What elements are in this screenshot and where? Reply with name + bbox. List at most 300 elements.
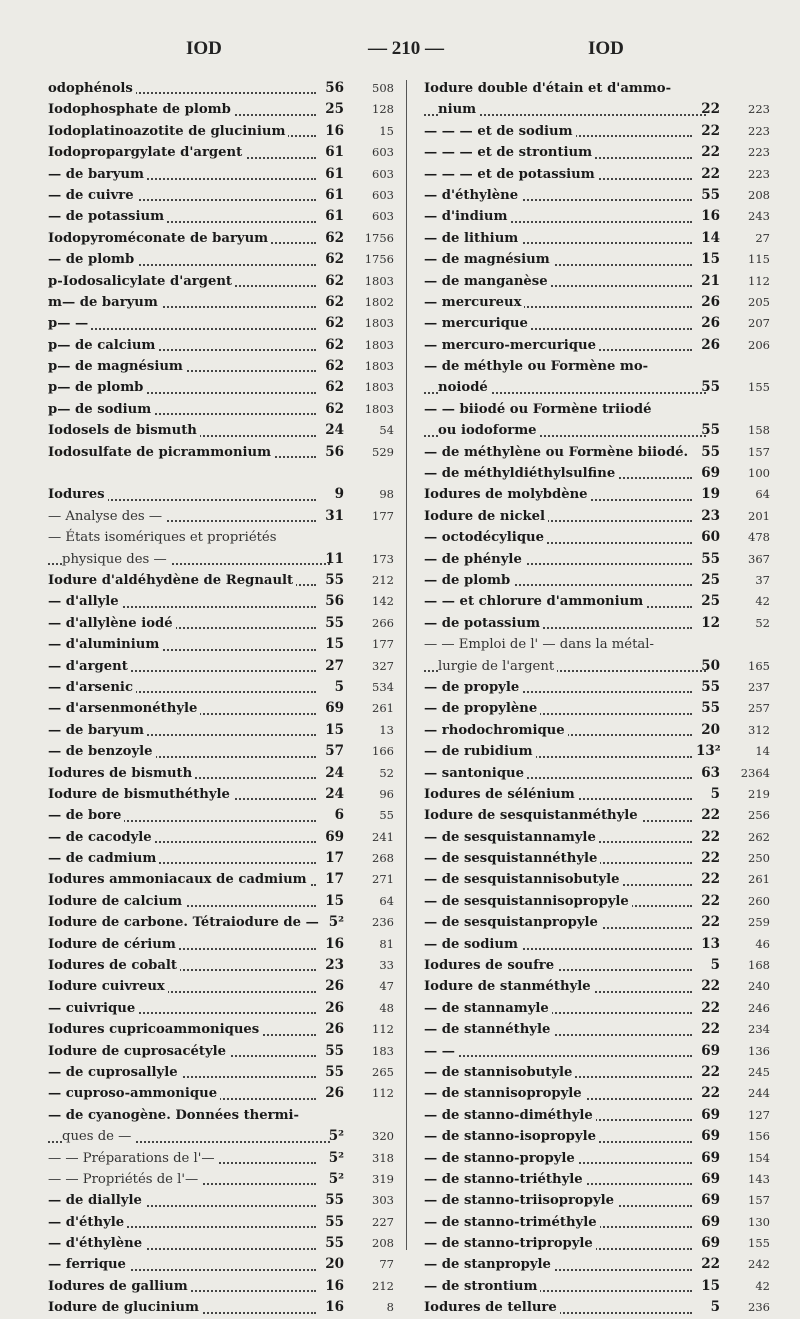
entry-volume: 61 [325, 208, 344, 225]
entry-text [48, 805, 316, 826]
entry-page: 236 [372, 915, 394, 930]
index-entry [424, 613, 770, 634]
entry-volume: 55 [325, 1213, 344, 1230]
entry-volume: 69 [701, 1128, 720, 1145]
entry-text [424, 1254, 692, 1275]
index-entry [424, 1105, 770, 1126]
index-entry [424, 698, 770, 719]
entry-text [424, 934, 692, 955]
entry-label: p— — [48, 316, 91, 331]
entry-text [48, 377, 316, 398]
entry-label: Iodure d'aldéhydène de Regnault [48, 573, 296, 588]
entry-page: 534 [372, 679, 394, 694]
index-entry [424, 377, 770, 398]
entry-volume: 25 [701, 571, 720, 588]
entry-volume: 13 [701, 935, 720, 952]
index-entry [48, 934, 394, 955]
entry-page: 14 [755, 744, 770, 759]
entry-text [48, 1297, 316, 1318]
entry-text [424, 484, 692, 505]
entry-volume: 56 [325, 443, 344, 460]
index-entry [424, 506, 770, 527]
entry-volume: 26 [325, 978, 344, 995]
index-entry [48, 549, 394, 570]
entry-page: 1756 [364, 230, 394, 245]
entry-label: — de cuivre [48, 188, 137, 203]
entry-volume: 22 [701, 850, 720, 867]
entry-label: — de stanno-triéthyle [424, 1172, 586, 1187]
entry-label: — de lithium [424, 231, 521, 246]
index-entry [48, 356, 394, 377]
index-entry [424, 527, 770, 548]
entry-page: 100 [748, 466, 770, 481]
index-entry [424, 976, 770, 997]
entry-label: — santonique [424, 766, 527, 781]
index-entry [48, 805, 394, 826]
entry-volume: 13² [696, 743, 721, 760]
entry-label: Iodure de cérium [48, 937, 179, 952]
entry-volume: 55 [701, 422, 720, 439]
index-entry [48, 1019, 394, 1040]
entry-page: 205 [748, 294, 770, 309]
index-entry [48, 1254, 394, 1275]
entry-text [424, 1190, 692, 1211]
entry-text [424, 1126, 692, 1147]
index-entry [424, 998, 770, 1019]
entry-text [424, 121, 692, 142]
entry-text [424, 912, 692, 933]
entry-volume: 25 [701, 593, 720, 610]
entry-label: Iodopropargylate d'argent [48, 145, 245, 160]
entry-text [48, 206, 316, 227]
entry-page: 33 [379, 958, 394, 973]
entry-page: 208 [748, 187, 770, 202]
entry-text [48, 1212, 316, 1233]
index-entry [424, 1212, 770, 1233]
entry-text [424, 570, 692, 591]
entry-page: 318 [372, 1150, 394, 1165]
entry-volume: 69 [701, 465, 720, 482]
entry-page: 47 [379, 979, 394, 994]
entry-page: 212 [372, 572, 394, 587]
index-entry [424, 848, 770, 869]
entry-text [48, 142, 316, 163]
entry-label: — de stannisopropyle [424, 1086, 585, 1101]
running-head-right: IOD [588, 38, 624, 59]
entry-text [48, 1190, 316, 1211]
entry-volume: 26 [701, 315, 720, 332]
entry-volume: 23 [701, 507, 720, 524]
entry-label: Iodures de soufre [424, 958, 557, 973]
index-entry [48, 142, 394, 163]
entry-text [424, 1212, 692, 1233]
entry-page: 265 [372, 1064, 394, 1079]
index-entry [48, 976, 394, 997]
entry-label: — de benzoyle [48, 744, 156, 759]
index-entry [424, 185, 770, 206]
index-entry [48, 420, 394, 441]
index-entry [48, 1083, 394, 1104]
index-entry [48, 228, 394, 249]
entry-text [424, 99, 706, 120]
index-entry [48, 784, 394, 805]
index-entry [48, 377, 394, 398]
entry-volume: 22 [701, 999, 720, 1016]
entry-label: — — Préparations de l'— [48, 1151, 218, 1166]
entry-label: p— de calcium [48, 338, 158, 353]
entry-text [424, 1041, 692, 1062]
index-entry [424, 121, 770, 142]
entry-text [424, 399, 724, 420]
entry-label: — de propylène [424, 701, 540, 716]
entry-label: — de propyle [424, 680, 522, 695]
entry-page: 271 [372, 872, 394, 887]
entry-page: 42 [755, 1278, 770, 1293]
entry-page: 478 [748, 530, 770, 545]
entry-label: — de stanno-triméthyle [424, 1215, 600, 1230]
index-entry [424, 484, 770, 505]
entry-label: — rhodochromique [424, 723, 568, 738]
entry-label: — de rubidium [424, 744, 536, 759]
entry-label: — d'indium [424, 209, 510, 224]
entry-text [424, 185, 692, 206]
entry-page: 246 [748, 1000, 770, 1015]
entry-text [424, 634, 724, 655]
entry-page: 2364 [740, 765, 770, 780]
entry-label: — ferrique [48, 1257, 129, 1272]
entry-label: — d'argent [48, 659, 131, 674]
index-entry [424, 827, 770, 848]
entry-page: 260 [748, 893, 770, 908]
index-entry [48, 741, 394, 762]
page-number: — 210 — [368, 38, 444, 59]
index-entry [48, 527, 394, 548]
entry-volume: 23 [325, 957, 344, 974]
entry-text [424, 206, 692, 227]
entry-label: — de baryum [48, 723, 147, 738]
entry-label: lurgie de l'argent [438, 659, 557, 674]
entry-page: 157 [748, 444, 770, 459]
entry-label: physique des — [62, 552, 170, 567]
entry-volume: 60 [701, 529, 720, 546]
entry-volume: 26 [325, 1085, 344, 1102]
entry-label: — de stanno-isopropyle [424, 1129, 599, 1144]
entry-label: — de potassium [48, 209, 167, 224]
entry-text [48, 1126, 330, 1147]
entry-label: — de stanno-propyle [424, 1151, 578, 1166]
entry-text [48, 1254, 316, 1275]
entry-page: 241 [372, 829, 394, 844]
index-entry [424, 206, 770, 227]
entry-label: — Analyse des — [48, 509, 165, 524]
entry-text [424, 1297, 692, 1318]
entry-page: 130 [748, 1214, 770, 1229]
entry-volume: 27 [325, 657, 344, 674]
entry-label: Iodopyroméconate de baryum [48, 231, 271, 246]
index-entry [48, 570, 394, 591]
entry-volume: 16 [701, 208, 720, 225]
index-entry [424, 591, 770, 612]
entry-label: — de plomb [424, 573, 513, 588]
entry-label: — d'allyle [48, 594, 122, 609]
entry-text [424, 613, 692, 634]
entry-page: 603 [372, 166, 394, 181]
entry-label: — de sesquistannamyle [424, 830, 599, 845]
entry-page: 1803 [364, 337, 394, 352]
entry-page: 96 [379, 786, 394, 801]
entry-volume: 17 [325, 850, 344, 867]
index-entry [424, 292, 770, 313]
entry-volume: 55 [701, 186, 720, 203]
index-entry [424, 1126, 770, 1147]
entry-volume: 26 [325, 999, 344, 1016]
index-entry [48, 1190, 394, 1211]
entry-text [48, 848, 316, 869]
entry-page: 223 [748, 166, 770, 181]
entry-page: 242 [748, 1257, 770, 1272]
entry-page: 142 [372, 594, 394, 609]
entry-label: Iodoplatinoazotite de glucinium [48, 124, 288, 139]
entry-text [48, 185, 316, 206]
entry-page: 223 [748, 123, 770, 138]
entry-volume: 24 [325, 785, 344, 802]
entry-label: — d'aluminium [48, 637, 162, 652]
entry-label: ou iodoforme [438, 423, 540, 438]
entry-text [424, 1276, 692, 1297]
entry-volume: 22 [701, 892, 720, 909]
entry-volume: 25 [325, 101, 344, 118]
entry-volume: 69 [701, 1235, 720, 1252]
entry-label: — — [424, 1044, 458, 1059]
entry-page: 166 [372, 744, 394, 759]
entry-volume: 15 [701, 1277, 720, 1294]
entry-text [48, 399, 316, 420]
index-entry [424, 142, 770, 163]
entry-text [48, 1062, 316, 1083]
entry-text [48, 869, 316, 890]
entry-page: 136 [748, 1043, 770, 1058]
entry-volume: 69 [701, 1170, 720, 1187]
entry-text [424, 442, 724, 463]
entry-page: 1803 [364, 401, 394, 416]
entry-page: 261 [748, 872, 770, 887]
entry-page: 245 [748, 1064, 770, 1079]
entry-volume: 22 [701, 978, 720, 995]
entry-page: 46 [755, 936, 770, 951]
entry-page: 173 [372, 551, 394, 566]
entry-page: 234 [748, 1022, 770, 1037]
index-entry [424, 869, 770, 890]
entry-volume: 15 [325, 721, 344, 738]
entry-page: 1802 [364, 294, 394, 309]
entry-text [424, 741, 692, 762]
entry-page: 177 [372, 637, 394, 652]
index-entry [48, 1041, 394, 1062]
entry-volume: 57 [325, 743, 344, 760]
entry-label: — d'éthyle [48, 1215, 127, 1230]
entry-label: Iodure de bismuthéthyle [48, 787, 233, 802]
entry-text [424, 720, 692, 741]
entry-page: 168 [748, 958, 770, 973]
entry-text [48, 527, 348, 548]
entry-text [48, 677, 316, 698]
index-entry [424, 634, 770, 655]
entry-text [424, 313, 692, 334]
entry-label: — de strontium [424, 1279, 540, 1294]
entry-label: — — Propriétés de l'— [48, 1172, 201, 1187]
entry-text [424, 763, 692, 784]
entry-label: — d'éthylène [424, 188, 521, 203]
entry-label: — de cacodyle [48, 830, 155, 845]
entry-label: noiodé [438, 380, 491, 395]
entry-volume: 11 [325, 550, 344, 567]
entry-label: — — — et de sodium [424, 124, 576, 139]
entry-text [424, 249, 692, 270]
entry-volume: 26 [701, 293, 720, 310]
entry-page: 112 [748, 273, 770, 288]
entry-text [48, 741, 316, 762]
index-entry [424, 763, 770, 784]
index-entry [424, 1169, 770, 1190]
index-entry [48, 1297, 394, 1318]
entry-volume: 31 [325, 507, 344, 524]
entry-text [424, 998, 692, 1019]
entry-text [424, 1062, 692, 1083]
entry-page: 115 [748, 252, 770, 267]
entry-text [424, 976, 692, 997]
entry-text [48, 912, 348, 933]
entry-volume: 69 [701, 1106, 720, 1123]
entry-page: 1803 [364, 316, 394, 331]
entry-text [424, 506, 692, 527]
entry-label: — cuivrique [48, 1001, 138, 1016]
entry-label: Iodures de gallium [48, 1279, 191, 1294]
entry-text [48, 1276, 316, 1297]
entry-volume: 50 [701, 657, 720, 674]
entry-label: — États isomériques et propriétés [48, 530, 280, 545]
entry-page: 112 [372, 1086, 394, 1101]
index-entry [424, 249, 770, 270]
index-entry [424, 912, 770, 933]
entry-text [424, 142, 692, 163]
entry-label: — de sesquistannisobutyle [424, 872, 622, 887]
entry-text [48, 356, 316, 377]
index-entry [424, 356, 770, 377]
entry-page: 128 [372, 102, 394, 117]
entry-label: p-Iodosalicylate d'argent [48, 274, 235, 289]
entry-text [48, 420, 316, 441]
entry-label: — de potassium [424, 616, 543, 631]
entry-volume: 55 [325, 1235, 344, 1252]
entry-volume: 24 [325, 764, 344, 781]
entry-label: Iodure de stanméthyle [424, 979, 594, 994]
entry-page: 143 [748, 1171, 770, 1186]
entry-volume: 62 [325, 336, 344, 353]
index-entry [424, 784, 770, 805]
entry-label: — de méthylène ou Formène biiodé. [424, 445, 691, 460]
entry-label: — de sesquistanpropyle [424, 915, 601, 930]
entry-volume: 15 [325, 892, 344, 909]
entry-page: 236 [748, 1300, 770, 1315]
entry-page: 207 [748, 316, 770, 331]
entry-text [424, 420, 706, 441]
entry-text [48, 763, 316, 784]
entry-page: 127 [748, 1107, 770, 1122]
entry-volume: 62 [325, 293, 344, 310]
index-entry [424, 1019, 770, 1040]
entry-volume: 61 [325, 186, 344, 203]
entry-text [424, 228, 692, 249]
index-entry [48, 335, 394, 356]
entry-text [48, 292, 316, 313]
entry-label: — — et chlorure d'ammonium [424, 594, 646, 609]
entry-text [48, 549, 330, 570]
index-column-right [424, 78, 770, 1319]
entry-text [48, 1083, 316, 1104]
entry-text [424, 1019, 692, 1040]
entry-volume: 5² [328, 1149, 344, 1166]
entry-volume: 5² [328, 1170, 344, 1187]
entry-page: 244 [748, 1086, 770, 1101]
entry-label: Iodures de cobalt [48, 958, 180, 973]
index-entry [48, 313, 394, 334]
index-entry [424, 570, 770, 591]
entry-label: Iodure de nickel [424, 509, 548, 524]
entry-volume: 69 [701, 1149, 720, 1166]
entry-text [424, 377, 706, 398]
index-entry [48, 99, 394, 120]
entry-volume: 69 [701, 1192, 720, 1209]
entry-label: — mercuro-mercurique [424, 338, 599, 353]
entry-text [424, 955, 692, 976]
entry-volume: 5 [710, 957, 720, 974]
index-entry [424, 463, 770, 484]
entry-text [424, 463, 692, 484]
index-entry [48, 1276, 394, 1297]
entry-text [48, 228, 316, 249]
entry-page: 155 [748, 1236, 770, 1251]
entry-label: — d'arsenmonéthyle [48, 701, 200, 716]
entry-text [48, 1148, 316, 1169]
entry-text [48, 955, 316, 976]
index-entry [48, 206, 394, 227]
entry-page: 55 [379, 808, 394, 823]
entry-text [48, 249, 316, 270]
entry-page: 240 [748, 979, 770, 994]
entry-label: — de méthyldiéthylsulfine [424, 466, 618, 481]
index-entry [424, 1062, 770, 1083]
entry-page: 223 [748, 102, 770, 117]
entry-page: 256 [748, 808, 770, 823]
index-entry [424, 549, 770, 570]
entry-text [424, 827, 692, 848]
index-entry [48, 121, 394, 142]
entry-page: 8 [386, 1300, 394, 1315]
entry-volume: 55 [701, 443, 720, 460]
index-entry [424, 805, 770, 826]
index-entry [424, 1148, 770, 1169]
entry-volume: 69 [701, 1042, 720, 1059]
entry-text [424, 356, 724, 377]
entry-volume: 62 [325, 315, 344, 332]
entry-text [48, 634, 316, 655]
entry-page: 312 [748, 722, 770, 737]
entry-label: — de stanpropyle [424, 1257, 554, 1272]
entry-label: ques de — [62, 1129, 134, 1144]
entry-label: — de méthyle ou Formène mo- [424, 359, 651, 374]
entry-page: 157 [748, 1193, 770, 1208]
index-entry [424, 78, 770, 99]
